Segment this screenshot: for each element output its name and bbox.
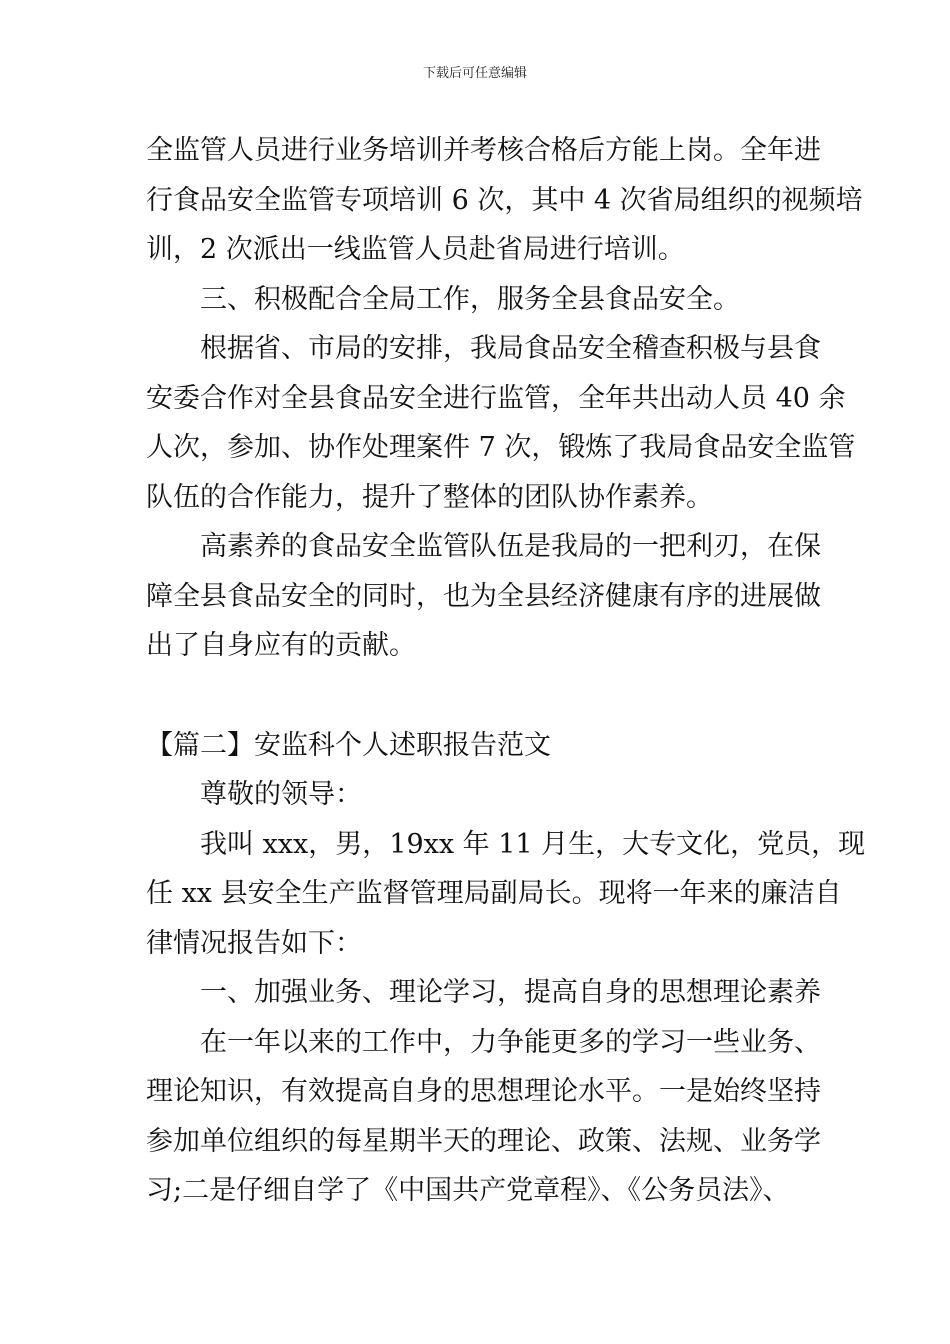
text-line: 队伍的合作能力，提升了整体的团队协作素养。 (146, 481, 713, 513)
text-line: 根据省、市局的安排，我局食品安全稽查积极与县食 (200, 333, 821, 364)
text-line: 高素养的食品安全监管队伍是我局的一把利刃，在保 (200, 531, 821, 562)
text-line: 障全县食品安全的同时，也为全县经济健康有序的进展做 (146, 580, 821, 612)
section-gap (146, 671, 808, 721)
page-header: 下载后可任意编辑 (422, 66, 527, 81)
text-line: 出了自身应有的贡献。 (146, 630, 416, 661)
text-line: 律情况报告如下： (146, 927, 362, 959)
greeting: 尊敬的领导： (200, 779, 362, 810)
text-line: 人次，参加、协作处理案件 7 次，锻炼了我局食品安全监管 (146, 432, 856, 463)
text-line: 理论知识，有效提高自身的思想理论水平。一是始终坚持 (146, 1076, 821, 1107)
text-line: 全监管人员进行业务培训并考核合格后方能上岗。全年进 (146, 135, 821, 166)
text-line: 训，2 次派出一线监管人员赴省局进行培训。 (146, 234, 685, 265)
text-line: 参加单位组织的每星期半天的理论、政策、法规、业务学 (146, 1125, 821, 1157)
section-heading: 三、积极配合全局工作，服务全县食品安全。 (200, 283, 740, 315)
document-title: 【篇二】安监科个人述职报告范文 (146, 729, 551, 761)
document-body (146, 126, 866, 1216)
section-heading: 一、加强业务、理论学习，提高自身的思想理论素养 (200, 977, 821, 1008)
text-line: 在一年以来的工作中，力争能更多的学习一些业务、 (200, 1026, 821, 1058)
text-line: 习;二是仔细自学了《中国共产党章程》、《公务员法》、 (146, 1175, 790, 1206)
text-line: 任 xx 县安全生产监督管理局副局长。现将一年来的廉洁自 (146, 878, 842, 909)
text-line: 安委合作对全县食品安全进行监管，全年共出动人员 40 余 (146, 382, 846, 414)
text-line: 行食品安全监管专项培训 6 次，其中 4 次省局组织的视频培 (146, 184, 863, 216)
text-line: 我叫 xxx，男，19xx 年 11 月生，大专文化，党员，现 (200, 828, 866, 860)
